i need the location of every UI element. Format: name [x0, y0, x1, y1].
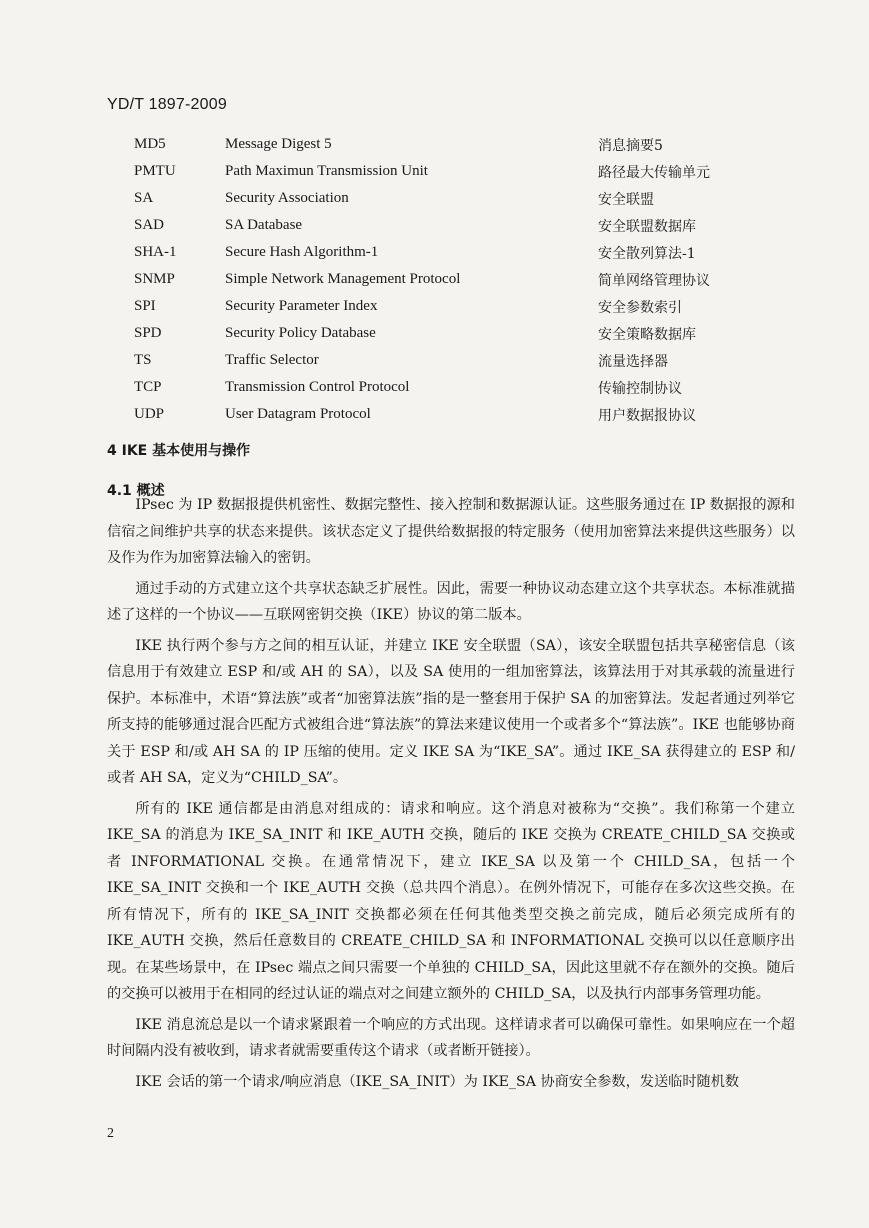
abbreviation-chinese: 传输控制协议	[598, 380, 682, 397]
abbreviation-term: SPD	[134, 325, 162, 341]
abbreviation-english: User Datagram Protocol	[225, 406, 371, 422]
abbreviation-chinese: 流量选择器	[598, 353, 668, 370]
abbreviation-chinese: 简单网络管理协议	[598, 272, 710, 289]
abbreviation-chinese: 安全散列算法-1	[598, 245, 696, 262]
abbreviation-row	[134, 131, 754, 158]
paragraph: IKE 会话的第一个请求/响应消息（IKE_SA_INIT）为 IKE_SA 协商安全参数，发送临时随机数	[135, 1073, 740, 1090]
paragraph: 通过手动的方式建立这个共享状态缺乏扩展性。因此，需要一种协议动态建立这个共享状态。本标准就描述了这样的一个协议——互联网密钥交换（IKE）协议的第二版本。	[107, 580, 795, 623]
abbreviation-chinese: 用户数据报协议	[598, 407, 696, 424]
abbreviation-term: PMTU	[134, 163, 176, 179]
abbreviation-english: SA Database	[225, 217, 303, 233]
abbreviation-row	[134, 185, 754, 212]
page-number: 2	[107, 1126, 114, 1141]
abbreviation-term: TS	[134, 352, 152, 368]
abbreviation-english: Message Digest 5	[225, 136, 332, 152]
abbreviation-term: TCP	[134, 379, 162, 395]
abbreviation-row	[134, 266, 754, 293]
document-id-header: YD/T 1897-2009	[107, 96, 227, 113]
abbreviation-english: Simple Network Management Protocol	[225, 271, 461, 287]
abbreviation-english: Security Association	[225, 190, 349, 206]
abbreviation-term: SPI	[134, 298, 156, 314]
abbreviation-chinese: 安全参数索引	[598, 299, 682, 316]
abbreviation-term: UDP	[134, 406, 165, 422]
abbreviation-chinese: 安全联盟	[598, 191, 654, 208]
paragraph: IPsec 为 IP 数据报提供机密性、数据完整性、接入控制和数据源认证。这些服务通过在 IP 数据报的源和信宿之间维护共享的状态来提供。该状态定义了提供给数据报的特定服务（使用加密算法来提供这些服务）以及作为作为加密算法输入的密钥。	[107, 497, 795, 566]
section-4-1-heading: 4.1 概述	[107, 483, 165, 499]
abbreviation-chinese: 消息摘要5	[598, 137, 663, 154]
abbreviation-term: SAD	[134, 217, 165, 233]
abbreviation-term: SNMP	[134, 271, 175, 287]
abbreviation-english: Security Policy Database	[225, 325, 376, 341]
paragraph: 所有的 IKE 通信都是由消息对组成的：请求和响应。这个消息对被称为“交换”。我们称第一个建立 IKE_SA 的消息为 IKE_SA_INIT 和 IKE_AUTH 交换，随后的 IKE 交换为 CREATE_CHILD_SA 交换或者 INFORMATIONAL 交换。在通常情况下，建立 IKE_SA 以及第一个 CHILD_SA，包括一个 IKE_SA_INIT 交换和一个 IKE_AUTH 交换（总共四个消息）。在例外情况下，可能存在多次这些交换。在所有情况下，所有的 IKE_SA_INIT 交换都必须在任何其他类型交换之前完成，随后必须完成所有的 IKE_AUTH 交换，然后任意数目的 CREATE_CHILD_SA 和 INFORMATIONAL 交换可以以任意顺序出现。在某些场景中，在 IPsec 端点之间只需要一个单独的 CHILD_SA，因此这里就不存在额外的交换。随后的交换可以被用于在相同的经过认证的端点对之间建立额外的 CHILD_SA，以及执行内部事务管理功能。	[107, 800, 795, 1002]
abbreviation-chinese: 安全策略数据库	[598, 326, 696, 343]
abbreviation-chinese: 安全联盟数据库	[598, 218, 696, 235]
abbreviation-english: Secure Hash Algorithm-1	[225, 244, 379, 260]
abbreviation-row	[134, 239, 754, 266]
paragraph: IKE 执行两个参与方之间的相互认证，并建立 IKE 安全联盟（SA），该安全联盟包括共享秘密信息（该信息用于有效建立 ESP 和/或 AH 的 SA），以及 SA 使用的一组加密算法，该算法用于对其承载的流量进行保护。本标准中，术语“算法族”或者“加密算法族”指的是一整套用于保护 SA 的加密算法。发起者通过列举它所支持的能够通过混合匹配方式被组合进“算法族”的算法来建议使用一个或者多个“算法族”。IKE 也能够协商关于 ESP 和/或 AH SA 的 IP 压缩的使用。定义 IKE SA 为“IKE_SA”。通过 IKE_SA 获得建立的 ESP 和/或者 AH SA，定义为“CHILD_SA”。	[107, 637, 795, 786]
abbreviation-row	[134, 293, 754, 320]
abbreviation-row	[134, 347, 754, 374]
abbreviation-row	[134, 158, 754, 185]
abbreviation-english: Path Maximun Transmission Unit	[225, 163, 428, 179]
abbreviation-table	[134, 131, 754, 428]
abbreviation-row	[134, 320, 754, 347]
abbreviation-row	[134, 212, 754, 239]
abbreviation-term: SHA-1	[134, 244, 177, 260]
abbreviation-row	[134, 374, 754, 401]
abbreviation-row	[134, 401, 754, 428]
abbreviation-term: MD5	[134, 136, 166, 152]
abbreviation-english: Security Parameter Index	[225, 298, 378, 314]
abbreviation-term: SA	[134, 190, 154, 206]
body-text	[107, 492, 795, 1099]
abbreviation-chinese: 路径最大传输单元	[598, 164, 710, 181]
abbreviation-english: Transmission Control Protocol	[225, 379, 410, 395]
paragraph: IKE 消息流总是以一个请求紧跟着一个响应的方式出现。这样请求者可以确保可靠性。如果响应在一个超时间隔内没有被收到，请求者就需要重传这个请求（或者断开链接）。	[107, 1016, 795, 1059]
section-4-heading: 4 IKE 基本使用与操作	[107, 443, 251, 459]
abbreviation-english: Traffic Selector	[225, 352, 319, 368]
